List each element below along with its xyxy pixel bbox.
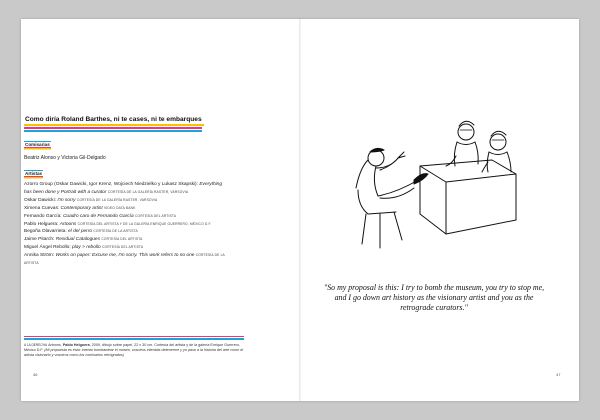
artist-work: el del perro (68, 229, 93, 235)
list-item (24, 228, 264, 236)
artist-work: Works on paper: Excuse me, I'm sorry. This work refers to no one (55, 253, 195, 259)
artist-name: Pablo Helguera: (24, 221, 59, 227)
artist-credit: CORTESÍA DEL ARTISTA (101, 237, 143, 242)
artist-work: Everything (199, 182, 223, 187)
artist-work: has been done y Portrait with a curator (24, 189, 107, 195)
list-item (24, 182, 264, 189)
list-item (24, 189, 264, 197)
curators-label: Comisarias (25, 142, 50, 147)
artist-credit: VIDEO DATA BANK (104, 205, 136, 210)
artists-list (24, 182, 264, 268)
artist-credit: CORTESÍA DE LA GALERÍA RASTER, VARSOVIA (76, 197, 158, 202)
artist-credit: ARTISTA (24, 261, 39, 266)
cartoon-quote: "So my proposal is this: I try to bomb the museum, you try to stop me, and I go down art history as the visionary artist and you as the retrograde curators." (323, 283, 545, 313)
artist-credit: CORTESÍA DEL ARTISTA (134, 213, 177, 218)
caption-details: , 2009, dibujo sobre papel, 22 x 30 cm. Cortesía del artista y de la galería Enrique Guerrero, México D.F. (24, 342, 240, 352)
caption-work: Artoons, (48, 342, 62, 347)
caption-rule-magenta (24, 336, 244, 337)
list-item (24, 260, 264, 268)
list-item (24, 205, 264, 213)
list-item (24, 236, 264, 244)
page-title: Como diría Roland Barthes, ni te cases, ni te embarques (24, 116, 204, 126)
artist-name: Oskar Dawicki: (24, 197, 56, 203)
artist-credit: CORTESÍA DE LA (195, 253, 225, 258)
artist-work: I'm sorry (57, 197, 76, 203)
caption-translation: (Mi propuesta es ésta: intento bombardear el museo, vosotros intentáis detenerme y yo paso a la historia del arte como el artista visionario y vosotros como los comisarios retrógrados) (24, 347, 244, 357)
artist-credit: CORTESÍA DE LA GALERÍA RASTER, VARSOVIA (107, 189, 189, 194)
artist-credit: CORTESÍA DEL ARTISTA Y DE LA GALERÍA ENRIQUE GUERRERO, MÉXICO D.F. (77, 221, 212, 226)
figure-caption (24, 343, 246, 358)
left-page-content (24, 108, 264, 268)
book-gutter (299, 19, 301, 401)
artist-work: Residual Catalogues (55, 237, 101, 243)
caption-rule-cyan (24, 338, 244, 339)
list-item (24, 252, 264, 260)
artist-name: Miguel Ángel Rebollo: (24, 245, 71, 251)
artist-work: Cuadro caro de Fernando García (62, 213, 134, 219)
artist-name: Begoña Olavarrieta: (24, 229, 67, 235)
artist-name: Annika Ström: (24, 253, 55, 259)
title-underline-magenta (24, 127, 202, 129)
cartoon-illustration (340, 108, 522, 258)
list-item (24, 197, 264, 205)
list-item (24, 213, 264, 221)
list-item (24, 221, 264, 229)
caption-author: Pablo Helguera (62, 342, 90, 347)
artist-credit: CORTESÍA DEL ARTISTA (102, 245, 144, 250)
artist-work: Artoons (59, 221, 77, 227)
artist-name: Azorro Group (Oskar Dawicki, Igor Krenz, Wojciech Niedzielko y Lukasz Skapski): (24, 182, 198, 187)
page-number-right: 47 (556, 372, 561, 377)
artist-name: Fernando García: (24, 213, 62, 219)
artist-credit: CORTESÍA DE LA ARTISTA (93, 229, 138, 234)
figure-caption-block (24, 336, 254, 358)
artists-label: Artistas (25, 171, 43, 176)
caption-prefix: A LA DERECHA (24, 342, 48, 347)
page-number-left: 46 (33, 372, 38, 377)
title-underline-cyan (24, 130, 202, 132)
artist-name: Ximena Cuevas: (24, 205, 60, 211)
artist-work: Contemporary artist (60, 205, 103, 211)
curators-names: Beatriz Alonso y Victoria Gil-Delgado (24, 155, 106, 161)
artist-name: Jaime Pitarch: (24, 237, 55, 243)
artist-work: play > rebollo (72, 245, 101, 251)
list-item (24, 244, 264, 252)
